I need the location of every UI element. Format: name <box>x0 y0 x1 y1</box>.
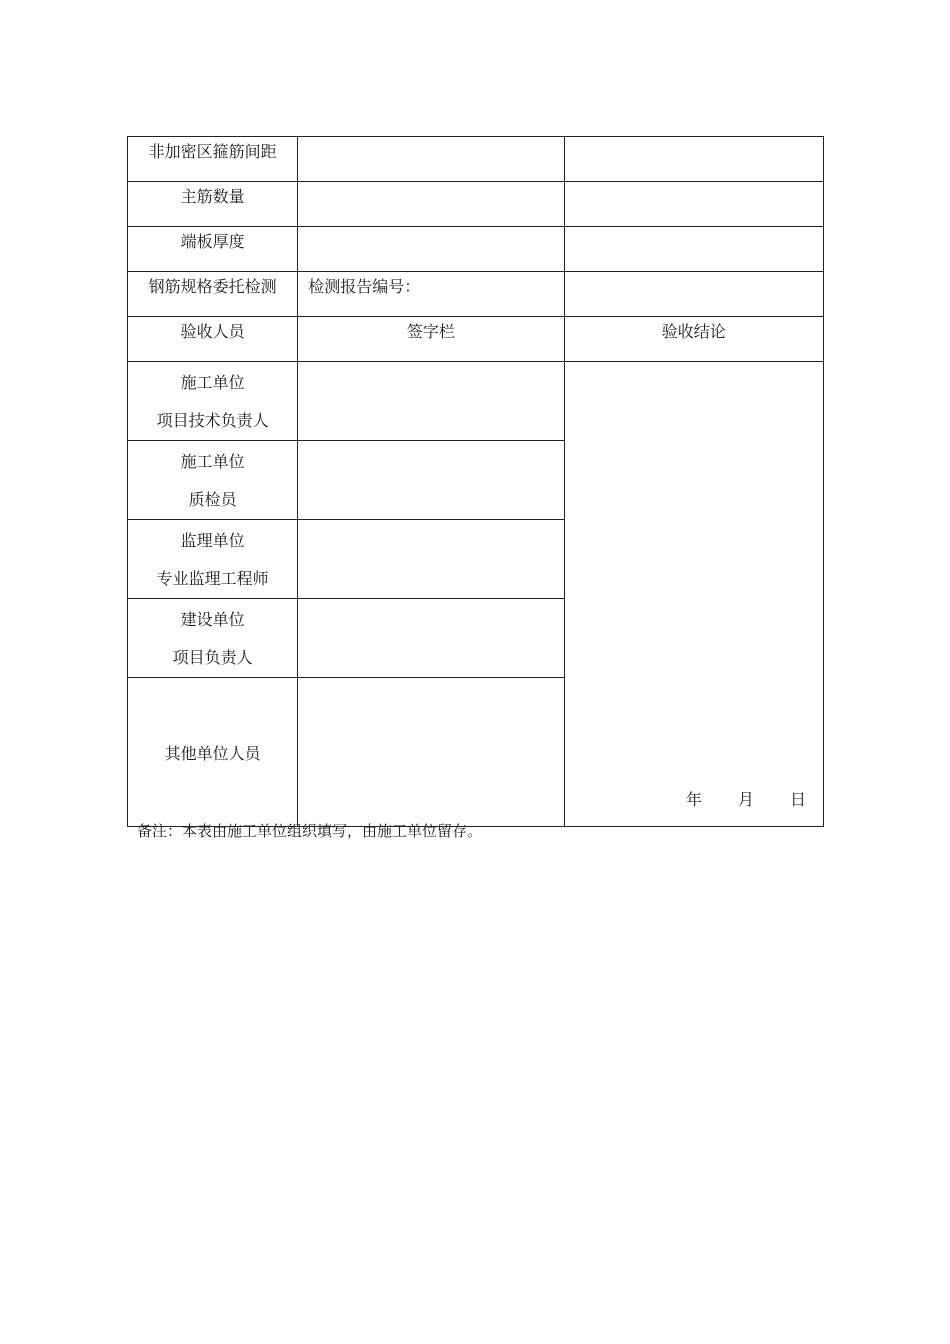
signature-cell[interactable] <box>298 678 564 827</box>
inspection-value <box>298 227 563 231</box>
signature-value <box>298 520 563 524</box>
date-month: 月 <box>737 790 754 809</box>
signer-row <box>128 362 824 441</box>
row-label-cell <box>128 182 298 227</box>
signer-unit: 建设单位 <box>180 610 245 629</box>
row-label: 主筋数量 <box>180 187 245 206</box>
signer-unit: 监理单位 <box>180 531 245 550</box>
inspection-value <box>298 182 563 186</box>
signature-cell[interactable] <box>298 599 564 678</box>
footnote: 备注：本表由施工单位组织填写，由施工单位留存。 <box>137 822 483 840</box>
inspection-value-cell[interactable] <box>298 137 564 182</box>
signer-role: 项目负责人 <box>172 648 253 667</box>
table-header-row <box>128 317 824 362</box>
header-conclusion: 验收结论 <box>661 322 726 341</box>
table-row <box>128 227 824 272</box>
table-row <box>128 182 824 227</box>
signature-value <box>298 599 563 603</box>
acceptance-form-table <box>127 136 824 827</box>
row-label-cell <box>128 272 298 317</box>
header-cell <box>298 317 564 362</box>
signer-label-cell <box>128 599 298 678</box>
date-line <box>686 787 806 810</box>
conclusion-value <box>565 137 823 141</box>
signature-value <box>298 678 563 682</box>
inspection-value-cell[interactable] <box>298 227 564 272</box>
row-label: 端板厚度 <box>180 232 245 251</box>
signer-unit: 施工单位 <box>180 373 245 392</box>
header-signature: 签字栏 <box>406 322 455 341</box>
signer-unit: 其他单位人员 <box>164 743 261 763</box>
table-row <box>128 272 824 317</box>
signer-unit: 施工单位 <box>180 452 245 471</box>
row-label: 钢筋规格委托检测 <box>148 277 277 296</box>
date-year: 年 <box>685 790 702 809</box>
signer-role: 质检员 <box>188 490 237 509</box>
header-cell <box>128 317 298 362</box>
conclusion-value <box>565 272 823 276</box>
signer-role: 专业监理工程师 <box>156 569 269 588</box>
signer-role: 项目技术负责人 <box>156 411 269 430</box>
conclusion-value <box>565 182 823 186</box>
row-label-cell <box>128 137 298 182</box>
signer-label-cell <box>128 678 298 827</box>
signature-cell[interactable] <box>298 441 564 520</box>
signature-cell[interactable] <box>298 520 564 599</box>
conclusion-value-cell[interactable] <box>564 227 823 272</box>
report-number-cell[interactable] <box>298 272 564 317</box>
conclusion-value-cell[interactable] <box>564 137 823 182</box>
signature-value <box>298 441 563 445</box>
signer-label-cell <box>128 441 298 520</box>
conclusion-value-cell[interactable] <box>564 182 823 227</box>
signer-label-cell <box>128 362 298 441</box>
conclusion-cell[interactable] <box>564 362 823 827</box>
table-row <box>128 137 824 182</box>
date-day: 日 <box>789 790 806 809</box>
signature-value <box>298 362 563 366</box>
inspection-value-cell[interactable] <box>298 182 564 227</box>
signature-cell[interactable] <box>298 362 564 441</box>
inspection-value <box>298 137 563 141</box>
report-number-label: 检测报告编号： <box>308 277 421 296</box>
conclusion-value-cell[interactable] <box>564 272 823 317</box>
row-label: 非加密区箍筋间距 <box>148 142 277 161</box>
header-cell <box>564 317 823 362</box>
row-label-cell <box>128 227 298 272</box>
conclusion-value <box>565 227 823 231</box>
signer-label-cell <box>128 520 298 599</box>
header-acceptance-personnel: 验收人员 <box>180 322 245 341</box>
